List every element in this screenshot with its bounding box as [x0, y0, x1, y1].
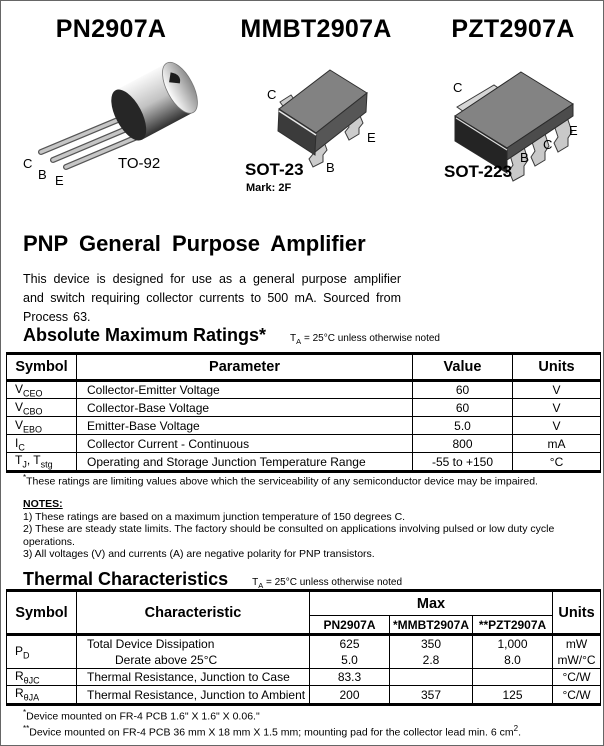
package-label: TO-92 — [118, 155, 161, 172]
col-header-units: Units — [553, 591, 601, 635]
thermal-footnote-1: *Device mounted on FR-4 PCB 1.6" X 1.6" X 0.06." — [23, 708, 260, 723]
pin-label-c: C — [543, 137, 553, 152]
characteristic-cell: Thermal Resistance, Junction to Ambient — [77, 686, 310, 704]
part-name-pn2907a: PN2907A — [55, 15, 167, 43]
pin-label-b: B — [520, 150, 529, 165]
value-cell-pn2907a: 625 5.0 — [310, 635, 390, 669]
package-label: SOT-223 — [444, 162, 513, 181]
mark-label: Mark: 2F — [246, 182, 292, 194]
part-name-pzt2907a: PZT2907A — [451, 15, 575, 43]
sot23-body — [278, 70, 367, 155]
units-cell: V — [513, 381, 601, 399]
value-cell-pzt2907a — [473, 669, 553, 686]
value-cell-pzt2907a: 1,000 8.0 — [473, 635, 553, 669]
thermal-header-row — [7, 591, 601, 616]
page-title: PNP General Purpose Amplifier — [23, 231, 366, 256]
parameter-cell: Operating and Storage Junction Temperature Range — [77, 453, 413, 471]
col-header-value: Value — [413, 354, 513, 381]
thermal-condition: $T_A = 25^\circ C$ unless otherwise noted — [252, 577, 403, 590]
units-cell: °C/W — [553, 686, 601, 704]
pin-label-e: E — [55, 173, 64, 188]
thermal-heading: Thermal Characteristics — [23, 569, 229, 589]
note-item: 2) These are steady state limits. The factory should be consulted on applications involving pulsed or low duty cycle operations. — [23, 523, 555, 548]
value-cell: 60 — [413, 381, 513, 399]
sot23-package-image — [226, 56, 406, 201]
value-cell: 800 — [413, 435, 513, 453]
pin-label-b: B — [38, 167, 47, 182]
col-header-characteristic: Characteristic — [77, 591, 310, 635]
description: This device is designed for use as a general purpose amplifier and switch requiring collector currents to 500 mA. Sourced from Process 63. — [23, 272, 401, 324]
abs-max-heading: Absolute Maximum Ratings* — [23, 325, 267, 345]
symbol-cell: $V_{CBO}$ — [7, 399, 77, 417]
notes-label: NOTES: — [23, 498, 63, 510]
abs-max-table — [6, 352, 601, 473]
col-header-mmbt2907a: *MMBT2907A — [390, 616, 473, 635]
col-header-parameter: Parameter — [77, 354, 413, 381]
to92-package-image — [11, 56, 211, 196]
table-row — [7, 435, 601, 453]
pin-label-c: C — [23, 156, 33, 171]
thermal-footnote-2: **Device mounted on FR-4 PCB 36 mm X 18 mm X 1.5 mm; mounting pad for the collector lead min. 6 $cm^2$. — [23, 724, 521, 739]
units-cell: V — [513, 399, 601, 417]
part-name-mmbt2907a: MMBT2907A — [240, 15, 392, 43]
value-cell-pzt2907a: 125 — [473, 686, 553, 704]
characteristic-cell: Total Device Dissipation Derate above 25°C — [77, 635, 310, 669]
pin-label-e: E — [569, 123, 578, 138]
pin-label-c: C — [267, 87, 277, 102]
value-cell-mmbt2907a: 357 — [390, 686, 473, 704]
note-item: 1) These ratings are based on a maximum junction temperature of 150 degrees C. — [23, 510, 406, 523]
value-cell-mmbt2907a: 350 2.8 — [390, 635, 473, 669]
symbol-cell: $V_{EBO}$ — [7, 417, 77, 435]
value-cell-pn2907a: 83.3 — [310, 669, 390, 686]
thermal-section-heading — [23, 569, 402, 590]
characteristic-cell: Thermal Resistance, Junction to Case — [77, 669, 310, 686]
units-cell: °C — [513, 453, 601, 471]
col-header-symbol: Symbol — [7, 591, 77, 635]
units-cell: mW mW/°C — [553, 635, 601, 669]
table-row — [7, 686, 601, 704]
symbol-cell: $P_D$ — [7, 635, 77, 669]
units-cell: °C/W — [553, 669, 601, 686]
col-header-pn2907a: PN2907A — [310, 616, 390, 635]
parameter-cell: Collector Current - Continuous — [77, 435, 413, 453]
table-row — [7, 453, 601, 471]
sot223-package-image — [421, 56, 604, 201]
pin-label-b: B — [326, 160, 335, 175]
col-header-max: Max — [310, 591, 553, 616]
note-item: 3) All voltages (V) and currents (A) are negative polarity for PNP transistors. — [23, 548, 375, 560]
symbol-cell: $T_J$, $T_{stg}$ — [7, 453, 77, 471]
ratings-footnote: *These ratings are limiting values above which the serviceability of any semiconductor device may be impaired. — [23, 473, 538, 488]
units-cell: V — [513, 417, 601, 435]
table-row — [7, 669, 601, 686]
table-row — [7, 399, 601, 417]
parameter-cell: Collector-Base Voltage — [77, 399, 413, 417]
pin-label-tab-c: C — [453, 80, 463, 95]
table-row — [7, 635, 601, 669]
units-cell: mA — [513, 435, 601, 453]
pin-label-e: E — [367, 130, 376, 145]
table-row — [7, 381, 601, 399]
value-cell-mmbt2907a — [390, 669, 473, 686]
parameter-cell: Collector-Emitter Voltage — [77, 381, 413, 399]
value-cell: 60 — [413, 399, 513, 417]
abs-max-condition: $T_A = 25^\circ C$ unless otherwise noted — [290, 333, 440, 346]
value-cell-pn2907a: 200 — [310, 686, 390, 704]
symbol-cell: $I_C$ — [7, 435, 77, 453]
package-label: SOT-23 — [245, 160, 304, 179]
symbol-cell: $V_{CEO}$ — [7, 381, 77, 399]
symbol-cell: $R_{\theta JA}$ — [7, 686, 77, 704]
notes-block — [23, 498, 603, 561]
col-header-units: Units — [513, 354, 601, 381]
parameter-cell: Emitter-Base Voltage — [77, 417, 413, 435]
thermal-table — [6, 589, 601, 706]
col-header-symbol: Symbol — [7, 354, 77, 381]
col-header-pzt2907a: **PZT2907A — [473, 616, 553, 635]
value-cell: 5.0 — [413, 417, 513, 435]
abs-max-header-row — [7, 354, 601, 381]
symbol-cell: $R_{\theta JC}$ — [7, 669, 77, 686]
abs-max-section-heading — [23, 325, 440, 346]
table-row — [7, 417, 601, 435]
value-cell: -55 to +150 — [413, 453, 513, 471]
